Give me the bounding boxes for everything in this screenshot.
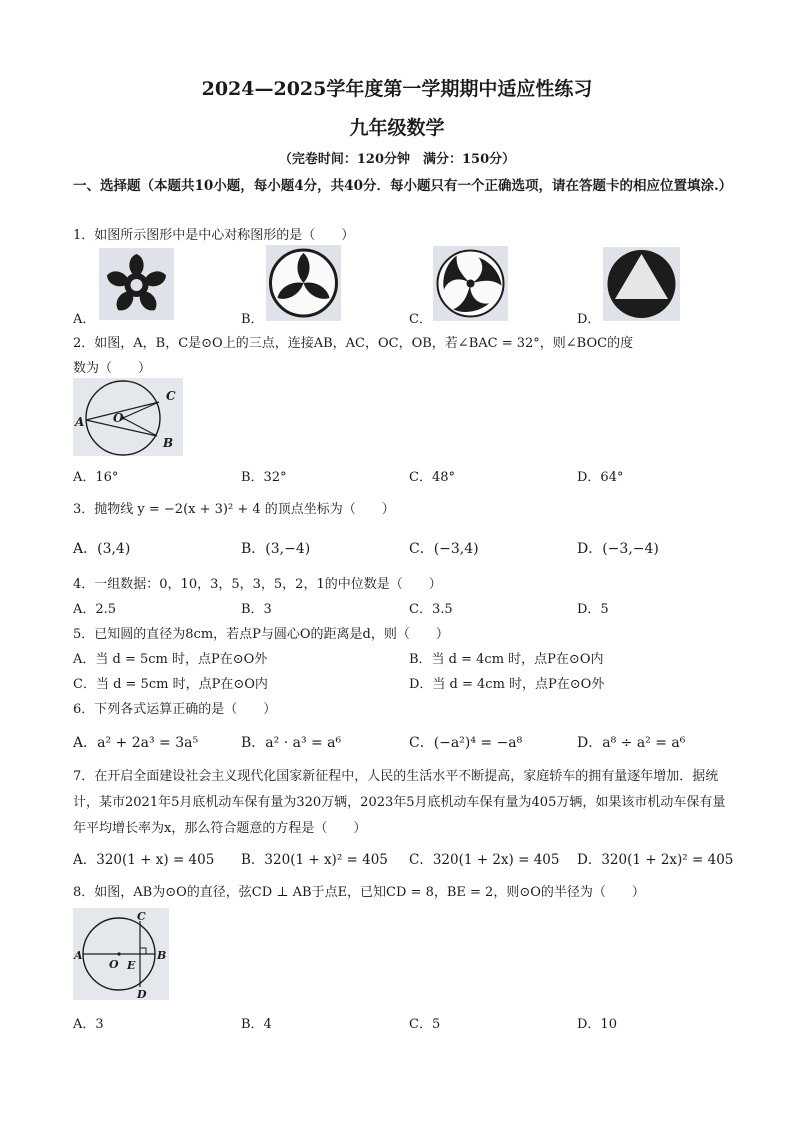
q1-label-a: A． (73, 312, 96, 327)
diameter-chord-figure (73, 908, 169, 1000)
triangle-in-circle-figure (603, 247, 680, 321)
q3-option-c: C．(−3,4) (409, 541, 479, 557)
q2-option-b: B．32° (241, 470, 287, 485)
q6-option-a: A．a² + 2a³ = 3a⁵ (73, 735, 199, 751)
q2-label-c: C (166, 389, 176, 403)
q1-figure-a (99, 248, 174, 320)
q8-option-c: C．5 (409, 1017, 441, 1032)
q7-option-d: D．320(1 + 2x)² = 405 (577, 852, 734, 868)
triple-swirl-figure (433, 246, 508, 321)
q8-label-e: E (127, 959, 136, 972)
q8-label-d: D (137, 988, 147, 1000)
exam-title: 2024—2025学年度第一学期期中适应性练习 (201, 78, 593, 100)
q3-option-b: B．(3,−4) (241, 541, 311, 557)
q7-option-c: C．320(1 + 2x) = 405 (409, 852, 560, 868)
q2-label-b: B (163, 436, 174, 450)
q8-option-a: A．3 (73, 1017, 104, 1032)
q4-option-b: B．3 (241, 602, 272, 617)
q6-option-d: D．a⁸ ÷ a² = a⁶ (577, 735, 686, 751)
flower-figure (99, 248, 174, 320)
three-leaf-circle-figure (266, 245, 341, 321)
subject-title: 九年级数学 (349, 117, 445, 139)
q2-stem-line2: 数为（ ） (73, 361, 152, 376)
q6-option-c: C．(−a²)⁴ = −a⁸ (409, 735, 523, 751)
section-heading: 一、选择题（本题共10小题，每小题4分，共40分．每小题只有一个正确选项，请在答题卡的相应位置填涂.） (73, 178, 733, 194)
q2-option-c: C．48° (409, 470, 455, 485)
q7-option-a: A．320(1 + x) = 405 (73, 852, 215, 868)
q8-figure (73, 908, 169, 1000)
q4-option-c: C．3.5 (409, 602, 453, 617)
q1-label-c: C． (409, 312, 432, 327)
q4-option-d: D．5 (577, 602, 609, 617)
q3-option-a: A．(3,4) (73, 541, 131, 557)
q5-option-d: D．当 d = 4cm 时，点P在⊙O外 (409, 677, 605, 692)
q1-label-b: B． (241, 312, 264, 327)
q8-stem: 8．如图，AB为⊙O的直径，弦CD ⊥ AB于点E，已知CD = 8，BE = 2，则⊙O的半径为（ ） (73, 885, 645, 900)
q2-option-d: D．64° (577, 470, 624, 485)
q5-option-c: C．当 d = 5cm 时，点P在⊙O内 (73, 677, 268, 692)
q2-label-o: O (113, 411, 124, 425)
q1-figure-d (603, 247, 680, 321)
circle-angle-figure (73, 378, 183, 456)
q6-stem: 6．下列各式运算正确的是（ ） (73, 702, 277, 717)
q1-figure-b (266, 245, 341, 321)
q1-figure-c (433, 246, 508, 321)
q2-stem-line1: 2．如图，A，B，C是⊙O上的三点，连接AB，AC，OC，OB，若∠BAC = 32°，则∠BOC的度 (73, 336, 634, 351)
q5-option-a: A．当 d = 5cm 时，点P在⊙O外 (73, 652, 268, 667)
q2-figure (73, 378, 183, 456)
q8-label-a: A (74, 949, 83, 962)
q1-stem: 1．如图所示图形中是中心对称图形的是（ ） (73, 228, 355, 243)
q5-option-b: B．当 d = 4cm 时，点P在⊙O内 (409, 652, 604, 667)
q3-stem: 3．抛物线 y = −2(x + 3)² + 4 的顶点坐标为（ ） (73, 502, 395, 517)
q2-label-a: A (75, 415, 85, 429)
q7-option-b: B．320(1 + x)² = 405 (241, 852, 388, 868)
q4-option-a: A．2.5 (73, 602, 117, 617)
q4-stem: 4．一组数据：0，10，3，5，3，5，2，1的中位数是（ ） (73, 577, 442, 592)
q8-label-b: B (157, 949, 167, 962)
q8-option-b: B．4 (241, 1017, 272, 1032)
q8-label-c: C (137, 910, 146, 923)
time-info: （完卷时间：120分钟 满分：150分） (278, 152, 516, 167)
q6-option-b: B．a² · a³ = a⁶ (241, 735, 342, 751)
q1-label-d: D． (577, 312, 601, 327)
q8-label-o: O (109, 958, 119, 971)
q7-stem: 7．在开启全面建设社会主义现代化国家新征程中，人民的生活水平不断提高，家庭轿车的拥有量逐年增加．据统计，某市2021年5月底机动车保有量为320万辆，2023年5月底机动车保有量为405万辆，如果该市机动车保有量年平均增长率为x，那么符合题意的方程是（ ） (73, 769, 726, 836)
q3-option-d: D．(−3,−4) (577, 541, 659, 557)
q8-option-d: D．10 (577, 1017, 617, 1032)
q2-option-a: A．16° (73, 470, 119, 485)
q5-stem: 5．已知圆的直径为8cm，若点P与圆心O的距离是d，则（ ） (73, 627, 449, 642)
